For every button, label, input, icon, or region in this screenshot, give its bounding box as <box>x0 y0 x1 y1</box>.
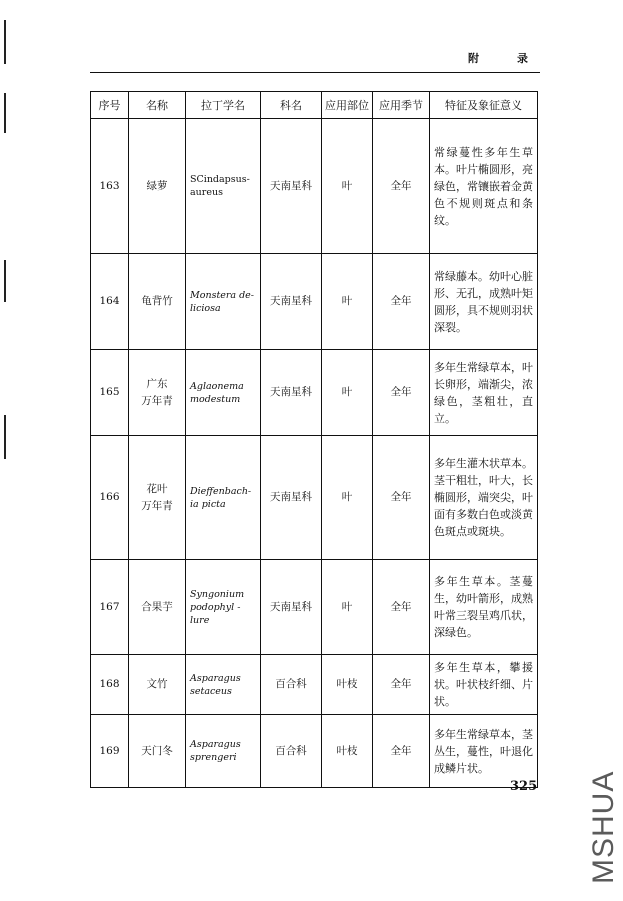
running-head-char: 录 <box>517 52 528 65</box>
table-header-row <box>91 92 538 119</box>
watermark: MSHUA <box>587 770 620 884</box>
plant-table <box>90 91 538 788</box>
cell-part: 叶枝 <box>322 655 373 715</box>
cell-family: 天南星科 <box>261 254 322 350</box>
running-head-char: 附 <box>468 52 479 65</box>
cell-part: 叶枝 <box>322 715 373 788</box>
cell-season: 全年 <box>373 715 430 788</box>
cell-family: 天南星科 <box>261 350 322 436</box>
cell-season: 全年 <box>373 436 430 560</box>
col-header-number: 序号 <box>91 92 129 119</box>
cell-name: 花叶 万年青 <box>129 436 186 560</box>
col-header-latin: 拉丁学名 <box>186 92 261 119</box>
binding-mark-2 <box>4 93 6 133</box>
table-row <box>91 119 538 254</box>
cell-part: 叶 <box>322 436 373 560</box>
table-row <box>91 350 538 436</box>
cell-family: 百合科 <box>261 715 322 788</box>
col-header-season: 应用季节 <box>373 92 430 119</box>
table-row <box>91 254 538 350</box>
binding-mark-3 <box>4 260 6 302</box>
cell-number: 167 <box>91 560 129 655</box>
cell-description: 常绿蔓性多年生草本。叶片椭圆形，亮绿色，常镶嵌着金黄色不规则斑点和条纹。 <box>430 119 538 254</box>
cell-family: 天南星科 <box>261 436 322 560</box>
cell-latin: Asparagus sprengeri <box>186 715 261 788</box>
col-header-part: 应用部位 <box>322 92 373 119</box>
table-row <box>91 560 538 655</box>
cell-name: 绿萝 <box>129 119 186 254</box>
cell-part: 叶 <box>322 254 373 350</box>
cell-number: 169 <box>91 715 129 788</box>
cell-season: 全年 <box>373 254 430 350</box>
header-rule <box>90 72 540 73</box>
cell-description: 多年生常绿草本，茎丛生，蔓性，叶退化成鳞片状。 <box>430 715 538 788</box>
cell-part: 叶 <box>322 119 373 254</box>
cell-part: 叶 <box>322 350 373 436</box>
cell-name: 天门冬 <box>129 715 186 788</box>
cell-description: 常绿藤本。幼叶心脏形、无孔，成熟叶矩圆形，具不规则羽状深裂。 <box>430 254 538 350</box>
running-head <box>468 50 528 66</box>
cell-description: 多年生常绿草本，叶长卵形，端渐尖，浓绿色，茎粗壮，直立。 <box>430 350 538 436</box>
cell-latin: Syngonium podophyl - lure <box>186 560 261 655</box>
col-header-description: 特征及象征意义 <box>430 92 538 119</box>
cell-latin: Monstera de- liciosa <box>186 254 261 350</box>
page-number: 325 <box>510 779 538 794</box>
cell-name: 合果芋 <box>129 560 186 655</box>
cell-season: 全年 <box>373 350 430 436</box>
cell-family: 天南星科 <box>261 119 322 254</box>
cell-name: 文竹 <box>129 655 186 715</box>
cell-number: 168 <box>91 655 129 715</box>
cell-number: 163 <box>91 119 129 254</box>
cell-description: 多年生草本。茎蔓生，幼叶箭形，成熟叶常三裂呈鸡爪状，深绿色。 <box>430 560 538 655</box>
table-row <box>91 715 538 788</box>
cell-season: 全年 <box>373 119 430 254</box>
cell-name: 龟背竹 <box>129 254 186 350</box>
cell-latin: Dieffenbach- ia picta <box>186 436 261 560</box>
cell-number: 165 <box>91 350 129 436</box>
col-header-family: 科名 <box>261 92 322 119</box>
cell-description: 多年生灌木状草本。茎干粗壮，叶大，长椭圆形，端突尖，叶面有多数白色或淡黄色斑点或斑块。 <box>430 436 538 560</box>
cell-description: 多年生草本，攀援状。叶状枝纤细、片状。 <box>430 655 538 715</box>
table-row <box>91 655 538 715</box>
cell-part: 叶 <box>322 560 373 655</box>
cell-latin: Aglaonema modestum <box>186 350 261 436</box>
cell-number: 166 <box>91 436 129 560</box>
cell-latin: Asparagus setaceus <box>186 655 261 715</box>
binding-mark-4 <box>4 415 6 459</box>
cell-number: 164 <box>91 254 129 350</box>
binding-mark-1 <box>4 20 6 64</box>
col-header-name: 名称 <box>129 92 186 119</box>
cell-name: 广东 万年青 <box>129 350 186 436</box>
cell-latin: SCindapsus- aureus <box>186 119 261 254</box>
cell-family: 天南星科 <box>261 560 322 655</box>
cell-season: 全年 <box>373 560 430 655</box>
cell-family: 百合科 <box>261 655 322 715</box>
cell-season: 全年 <box>373 655 430 715</box>
table-row <box>91 436 538 560</box>
